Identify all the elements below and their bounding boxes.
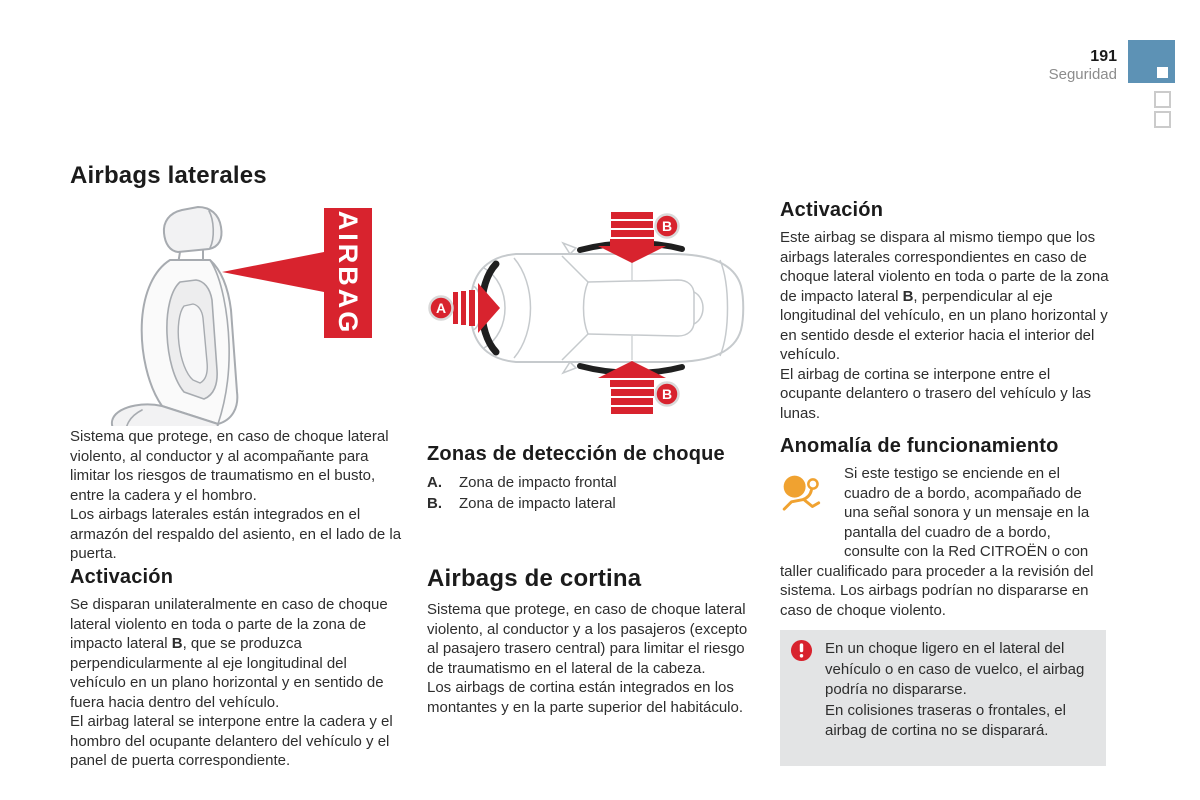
car-top-view-drawing xyxy=(471,243,744,373)
section-tab-3 xyxy=(1154,111,1171,128)
airbag-banner-label: AIRBAG xyxy=(333,210,363,336)
zone-b-badge-bottom xyxy=(656,383,679,406)
curtain-activation-p1 xyxy=(780,228,1110,365)
zone-b-letter-top: B xyxy=(661,218,673,234)
warning-box-text xyxy=(825,639,1094,742)
side-airbags-intro-p1: Sistema que protege, en caso de choque lateral violento, al conductor y al acompañante para limitar los riesgos de traumatismo en el busto, entre la cadera y el hombro. xyxy=(70,428,389,504)
tab-marker-square xyxy=(1157,67,1168,78)
side-airbags-activation-title: Activación xyxy=(70,566,174,588)
airbag-callout-pointer xyxy=(222,252,324,292)
curtain-activation-p1-before: Este airbag se dispara al mismo tiempo que los airbags laterales correspondientes en caso de choque lateral violento en toda o parte de la zona de impacto lateral xyxy=(780,229,1109,305)
warning-box-p1: En un choque ligero en el lateral del vehículo o en caso de vuelco, el airbag podría no dispararse. xyxy=(825,640,1085,698)
side-airbags-intro-p2: Los airbags laterales están integrados en el armazón del respaldo del asiento, en el lado de la puerta. xyxy=(70,506,402,562)
zone-b-badge-top xyxy=(656,215,679,238)
page-header xyxy=(1049,48,1117,84)
impact-zones-title: Zonas de detección de choque xyxy=(427,443,725,465)
exclamation-icon xyxy=(790,639,813,662)
curtain-activation-p1-after: , perpendicular al eje longitudinal del vehículo, en un plano horizontal y en sentido desde el exterior hacia el interior del vehículo. xyxy=(780,287,1108,363)
impact-zones-list xyxy=(427,472,763,514)
page-number: 191 xyxy=(1090,48,1117,65)
zone-b-letter-bottom: B xyxy=(661,386,673,402)
zone-b-reference: B xyxy=(902,287,914,305)
activation-p1-after: , que se produzca perpendicularmente al eje longitudinal del vehículo en un plano horizontal y en sentido de fuera hacia dentro del vehículo. xyxy=(70,635,384,711)
zone-item-letter: B. xyxy=(427,495,442,512)
curtain-activation-title: Activación xyxy=(780,199,884,221)
list-item xyxy=(427,493,763,514)
curtain-airbags-p1: Sistema que protege, en caso de choque lateral violento, al conductor y a los pasajeros (excepto al pasajero trasero central) para limitar el riesgo de traumatismo en el lateral de la cabeza. xyxy=(427,601,748,677)
zone-b-reference: B xyxy=(171,635,183,652)
side-airbags-activation-text xyxy=(70,595,404,771)
zone-item-label: Zona de impacto lateral xyxy=(459,495,616,512)
zone-a-letter: A xyxy=(435,300,447,316)
section-label: Seguridad xyxy=(1048,66,1117,83)
section-tab-2 xyxy=(1154,91,1171,108)
malfunction-text-block xyxy=(780,464,1108,620)
title-curtain-airbags: Airbags de cortina xyxy=(427,565,642,592)
impact-zones-illustration xyxy=(420,196,760,426)
warning-box-p2: En colisiones traseras o frontales, el airbag de cortina no se disparará. xyxy=(825,701,1066,739)
warning-box xyxy=(780,630,1106,766)
side-airbags-intro xyxy=(70,427,404,564)
zone-item-label: Zona de impacto frontal xyxy=(459,474,617,491)
list-item xyxy=(427,472,763,493)
activation-p1-before: Se disparan unilateralmente en caso de choque lateral violento en toda o parte de la zona de impacto lateral xyxy=(70,596,388,652)
title-side-airbags: Airbags laterales xyxy=(70,162,267,189)
side-airbags-activation-p1 xyxy=(70,595,404,712)
curtain-airbags-p2: Los airbags de cortina están integrados en los montantes y en la parte superior del habitáculo. xyxy=(427,679,744,716)
malfunction-title: Anomalía de funcionamiento xyxy=(780,435,1059,457)
zone-a-badge xyxy=(430,297,453,320)
curtain-airbags-text xyxy=(427,600,763,717)
airbag-warning-lamp-icon xyxy=(780,472,826,518)
zone-item-letter: A. xyxy=(427,474,442,491)
section-tab-active xyxy=(1128,40,1175,83)
side-airbags-activation-p2: El airbag lateral se interpone entre la cadera y el hombro del ocupante delantero del vehículo y el panel de puerta correspondiente. xyxy=(70,713,393,769)
curtain-activation-p2: El airbag de cortina se interpone entre el ocupante delantero o trasero del vehículo y las lunas. xyxy=(780,365,1092,422)
airbag-warning-lamp-wrap xyxy=(780,464,844,546)
car-seat-drawing xyxy=(112,207,237,426)
malfunction-text: Si este testigo se enciende en el cuadro de a bordo, acompañado de una señal sonora y un mensaje en la pantalla del cuadro de a bordo, consulte con la Red CITROËN o con taller cualificado para proceder a la revisión del sistema. Los airbags podrían no dispararse en caso de choque violento. xyxy=(780,465,1094,619)
curtain-activation-text xyxy=(780,228,1110,423)
seat-airbag-illustration xyxy=(66,194,406,426)
